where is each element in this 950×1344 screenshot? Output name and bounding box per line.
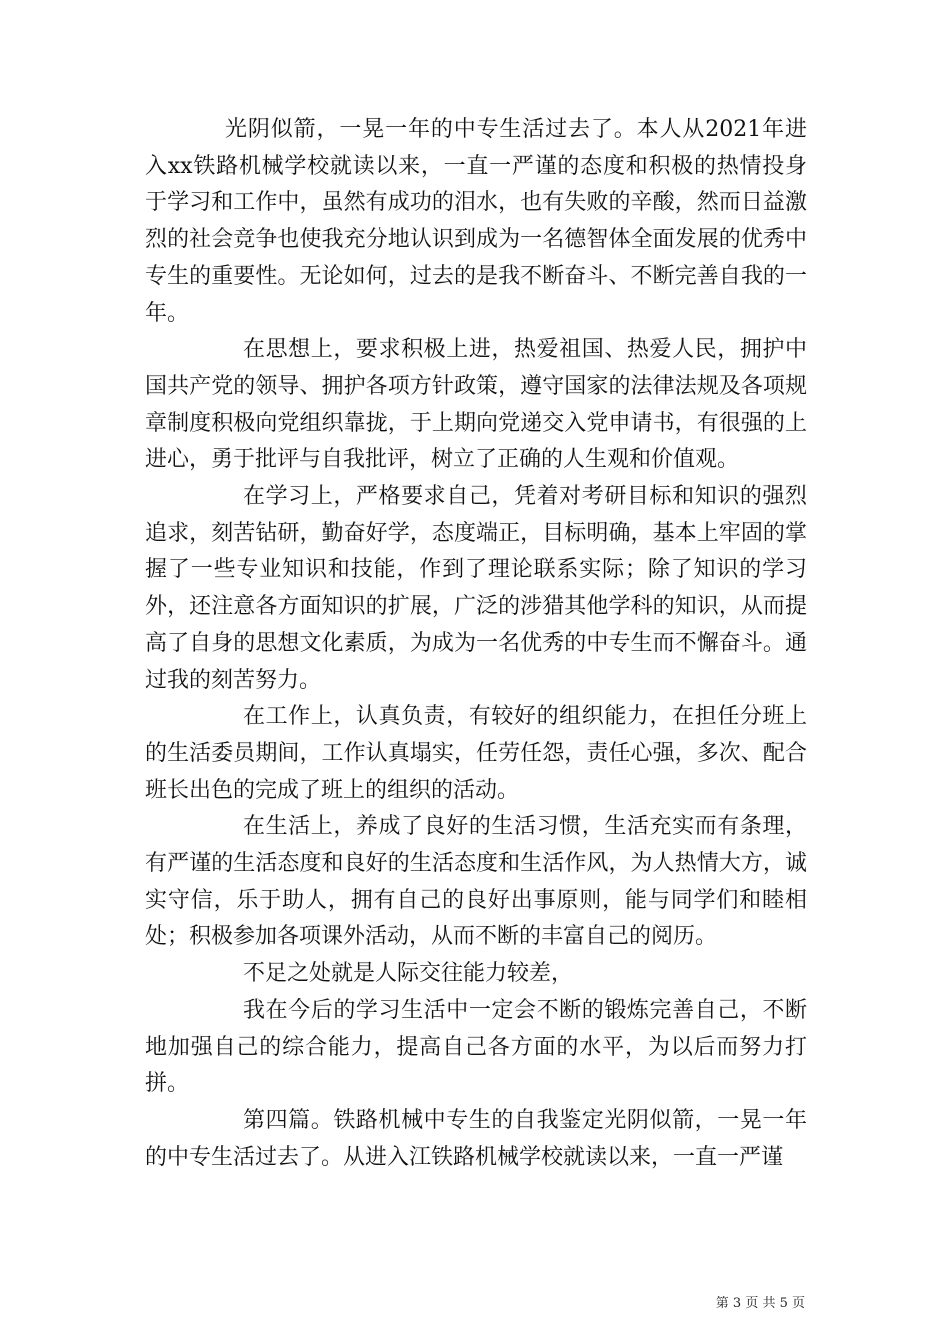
- paragraph-life: 在生活上，养成了良好的生活习惯，生活充实而有条理，有严谨的生活态度和良好的生活态度和生活作风，为人热情大方，诚实守信，乐于助人，拥有自己的良好出事原则，能与同学们和睦相处；积极参加各项课外活动，从而不断的丰富自己的阅历。: [145, 814, 807, 950]
- paragraph-shortcoming: 不足之处就是人际交往能力较差，: [243, 961, 574, 987]
- paragraph-ideology: 在思想上，要求积极上进，热爱祖国、热爱人民，拥护中国共产党的领导、拥护各项方针政策，遵守国家的法律法规及各项规章制度积极向党组织靠拢，于上期向党递交入党申请书，有很强的上进心，勇于批评与自我批评，树立了正确的人生观和价值观。: [145, 337, 807, 473]
- paragraph-intro: 光阴似箭，一晃一年的中专生活过去了。本人从2021年进入xx铁路机械学校就读以来，一直一严谨的态度和积极的热情投身于学习和工作中，虽然有成功的泪水，也有失败的辛酸，然而日益激烈的社会竞争也使我充分地认识到成为一名德智体全面发展的优秀中专生的重要性。无论如何，过去的是我不断奋斗、不断完善自我的一年。: [145, 117, 807, 326]
- paragraph-work: 在工作上，认真负责，有较好的组织能力，在担任分班上的生活委员期间，工作认真塌实，任劳任怨，责任心强，多次、配合班长出色的完成了班上的组织的活动。: [145, 704, 807, 803]
- page-number: 第 3 页 共 5 页: [715, 1296, 805, 1311]
- document-body: [145, 112, 807, 1176]
- paragraph-future: 我在今后的学习生活中一定会不断的锻炼完善自己，不断地加强自己的综合能力，提高自己各方面的水平，为以后而努力打拼。: [145, 997, 807, 1097]
- paragraph-fourth-article: 第四篇。铁路机械中专生的自我鉴定光阴似箭，一晃一年的中专生活过去了。从进入江铁路机械学校就读以来，一直一严谨: [145, 1107, 807, 1170]
- paragraph-study: 在学习上，严格要求自己，凭着对考研目标和知识的强烈追求，刻苦钻研，勤奋好学，态度端正，目标明确，基本上牢固的掌握了一些专业知识和技能，作到了理论联系实际；除了知识的学习外，还注意各方面知识的扩展，广泛的涉猎其他学科的知识，从而提高了自身的思想文化素质，为成为一名优秀的中专生而不懈奋斗。通过我的刻苦努力。: [145, 484, 807, 693]
